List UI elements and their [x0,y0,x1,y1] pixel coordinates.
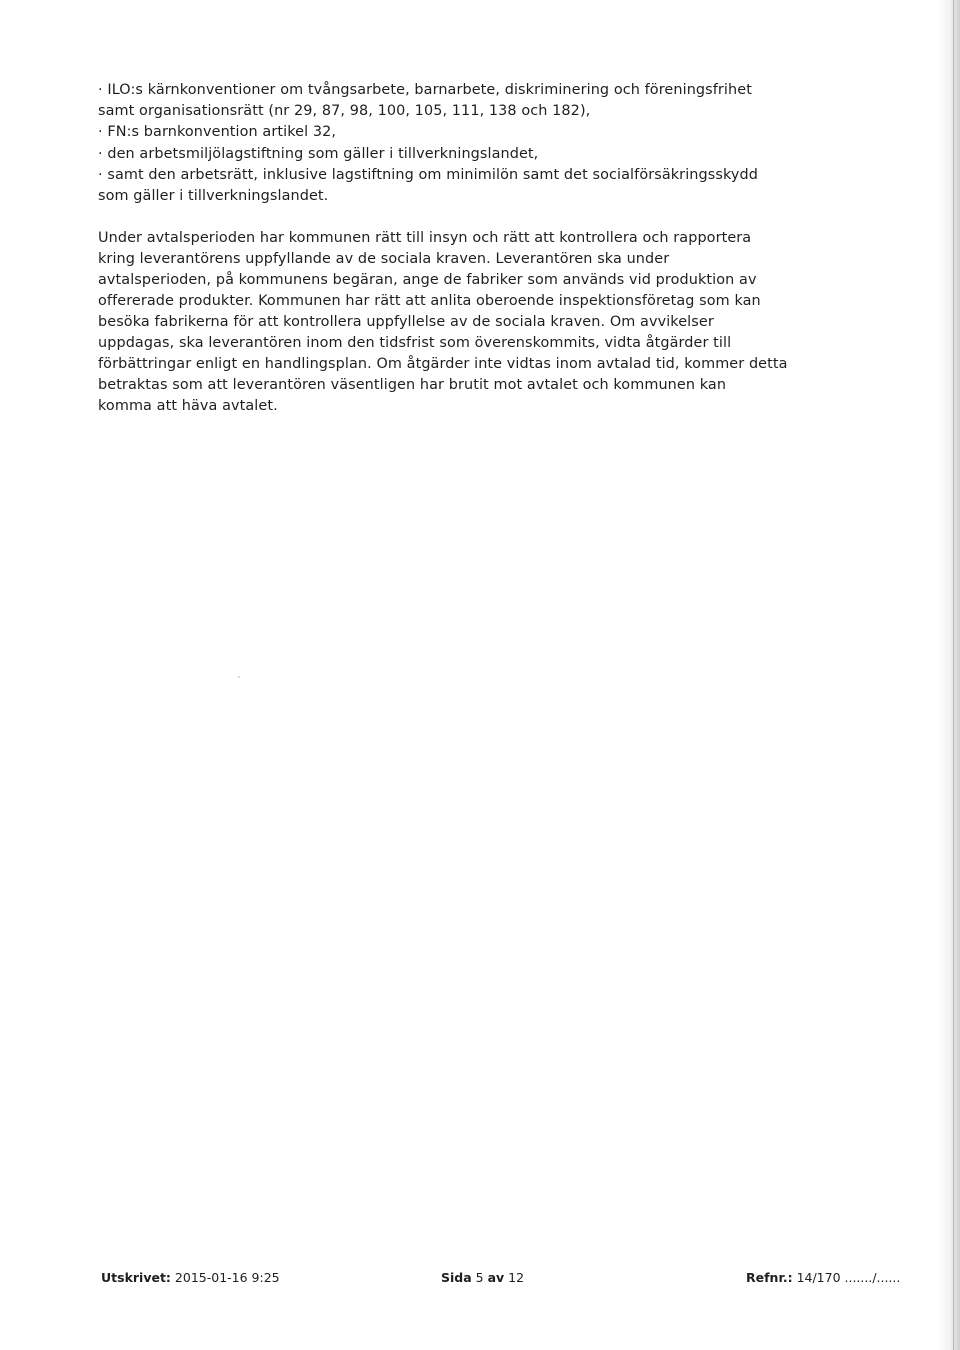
page-number [441,1268,524,1288]
list-line: · den arbetsmiljölagstiftning som gäller i tillverkningslandet, [98,145,539,162]
inspection-paragraph [98,228,798,417]
page-total: 12 [508,1270,525,1285]
page-current: 5 [475,1270,484,1285]
ref-label: Refnr.: [746,1270,793,1285]
scan-edge-line [953,0,954,1350]
list-line: · samt den arbetsrätt, inklusive lagstiftning om minimilön samt det socialförsäkringsskydd [98,166,758,183]
printed-stamp [101,1268,280,1288]
scan-speck [238,676,240,678]
page-of: av [487,1270,505,1285]
printed-label: Utskrivet: [101,1270,171,1285]
paragraph-line: offererade produkter. Kommunen har rätt att anlita oberoende inspektionsföretag som kan [98,293,761,309]
page-footer [0,1268,960,1288]
list-line: som gäller i tillverkningslandet. [98,188,329,205]
scan-shadow-edge [938,0,960,1350]
ref-value: 14/170 ......./...... [796,1270,901,1285]
paragraph-line: förbättringar enligt en handlingsplan. Om åtgärder inte vidtas inom avtalad tid, kommer detta [98,356,788,372]
list-line: · FN:s barnkonvention artikel 32, [98,124,337,141]
paragraph-line: betraktas som att leverantören väsentligen har brutit mot avtalet och kommunen kan [98,377,727,393]
paragraph-line: Under avtalsperioden har kommunen rätt till insyn och rätt att kontrollera och rapportera [98,230,752,246]
reference-number [746,1268,900,1288]
paragraph-line: besöka fabrikerna för att kontrollera uppfyllelse av de sociala kraven. Om avvikelser [98,314,714,330]
requirements-list [98,80,798,207]
paragraph-line: avtalsperioden, på kommunens begäran, ange de fabriker som används vid produktion av [98,272,757,288]
page-label: Sida [441,1270,472,1285]
printed-value: 2015-01-16 9:25 [174,1270,280,1285]
paragraph-line: uppdagas, ska leverantören inom den tidsfrist som överenskommits, vidta åtgärder till [98,335,732,351]
paragraph-line: kring leverantörens uppfyllande av de sociala kraven. Leverantören ska under [98,251,670,267]
paragraph-line: komma att häva avtalet. [98,398,278,414]
list-line: · ILO:s kärnkonventioner om tvångsarbete, barnarbete, diskriminering och föreningsfrihet [98,82,752,98]
list-line: samt organisationsrätt (nr 29, 87, 98, 100, 105, 111, 138 och 182), [98,103,591,120]
